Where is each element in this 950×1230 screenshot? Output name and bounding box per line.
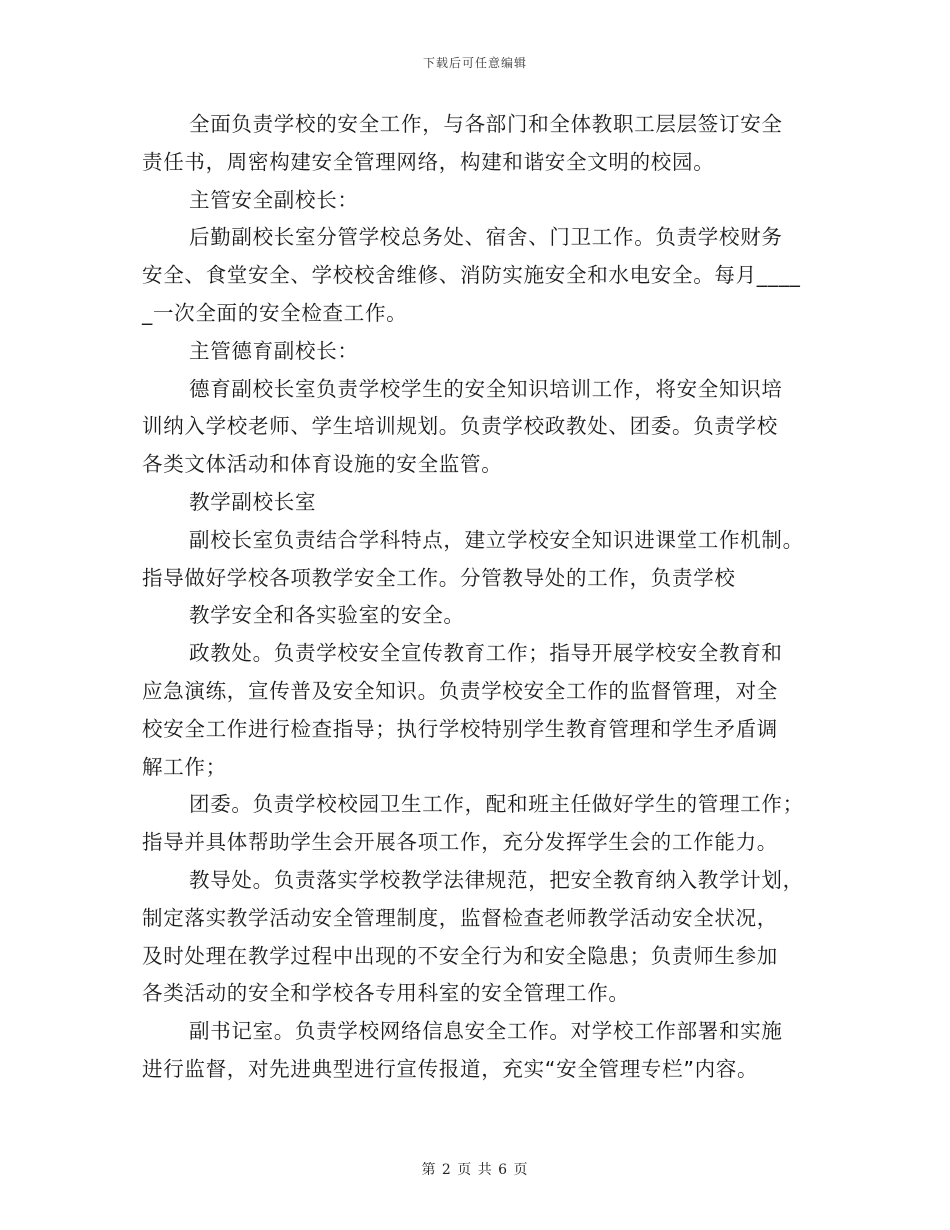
document-body	[142, 106, 810, 1089]
text-line: 进行监督，对先进典型进行宣传报道，充实“安全管理专栏”内容。	[142, 1056, 759, 1081]
text-line: 副校长室负责结合学科特点，建立学校安全知识进课堂工作机制。	[189, 527, 804, 552]
page-footer: 第 2 页 共 6 页	[421, 1162, 529, 1178]
page-header: 下载后可任意编辑	[422, 56, 527, 70]
text-line: 指导并具体帮助学生会开展各项工作，充分发挥学生会的工作能力。	[142, 830, 778, 855]
text-line: 团委。负责学校校园卫生工作，配和班主任做好学生的管理工作；	[189, 792, 804, 817]
text-line: 责任书，周密构建安全管理网络，构建和谐安全文明的校园。	[142, 149, 715, 174]
text-line: 及时处理在教学过程中出现的不安全行为和安全隐患；负责师生参加	[142, 943, 778, 968]
text-line: 各类活动的安全和学校各专用科室的安全管理工作。	[142, 981, 630, 1006]
text-line: _一次全面的安全检查工作。	[142, 300, 408, 325]
text-line: 德育副校长室负责学校学生的安全知识培训工作，将安全知识培	[189, 376, 783, 401]
text-line: 各类文体活动和体育设施的安全监管。	[142, 452, 503, 477]
text-line: 制定落实教学活动安全管理制度，监督检查老师教学活动安全状况，	[142, 905, 778, 930]
text-line: 训纳入学校老师、学生培训规划。负责学校政教处、团委。负责学校	[142, 414, 778, 439]
text-line: 安全、食堂安全、学校校舍维修、消防实施安全和水电安全。每月____	[142, 263, 801, 288]
text-line: 指导做好学校各项教学安全工作。分管教导处的工作，负责学校	[142, 565, 736, 590]
text-line: 主管安全副校长：	[189, 187, 359, 212]
text-line: 解工作；	[142, 754, 227, 779]
text-line: 教学副校长室	[189, 489, 317, 514]
text-line: 主管德育副校长：	[189, 338, 359, 363]
text-line: 应急演练，宣传普及安全知识。负责学校安全工作的监督管理，对全	[142, 678, 778, 703]
text-line: 教导处。负责落实学校教学法律规范，把安全教育纳入教学计划，	[189, 867, 804, 892]
text-line: 副书记室。负责学校网络信息安全工作。对学校工作部署和实施	[189, 1019, 783, 1044]
text-line: 校安全工作进行检查指导；执行学校特别学生教育管理和学生矛盾调	[142, 716, 778, 741]
text-line: 教学安全和各实验室的安全。	[189, 603, 465, 628]
text-line: 后勤副校长室分管学校总务处、宿舍、门卫工作。负责学校财务	[189, 225, 783, 250]
text-line: 政教处。负责学校安全宣传教育工作；指导开展学校安全教育和	[189, 641, 783, 666]
text-line: 全面负责学校的安全工作，与各部门和全体教职工层层签订安全	[189, 112, 783, 136]
